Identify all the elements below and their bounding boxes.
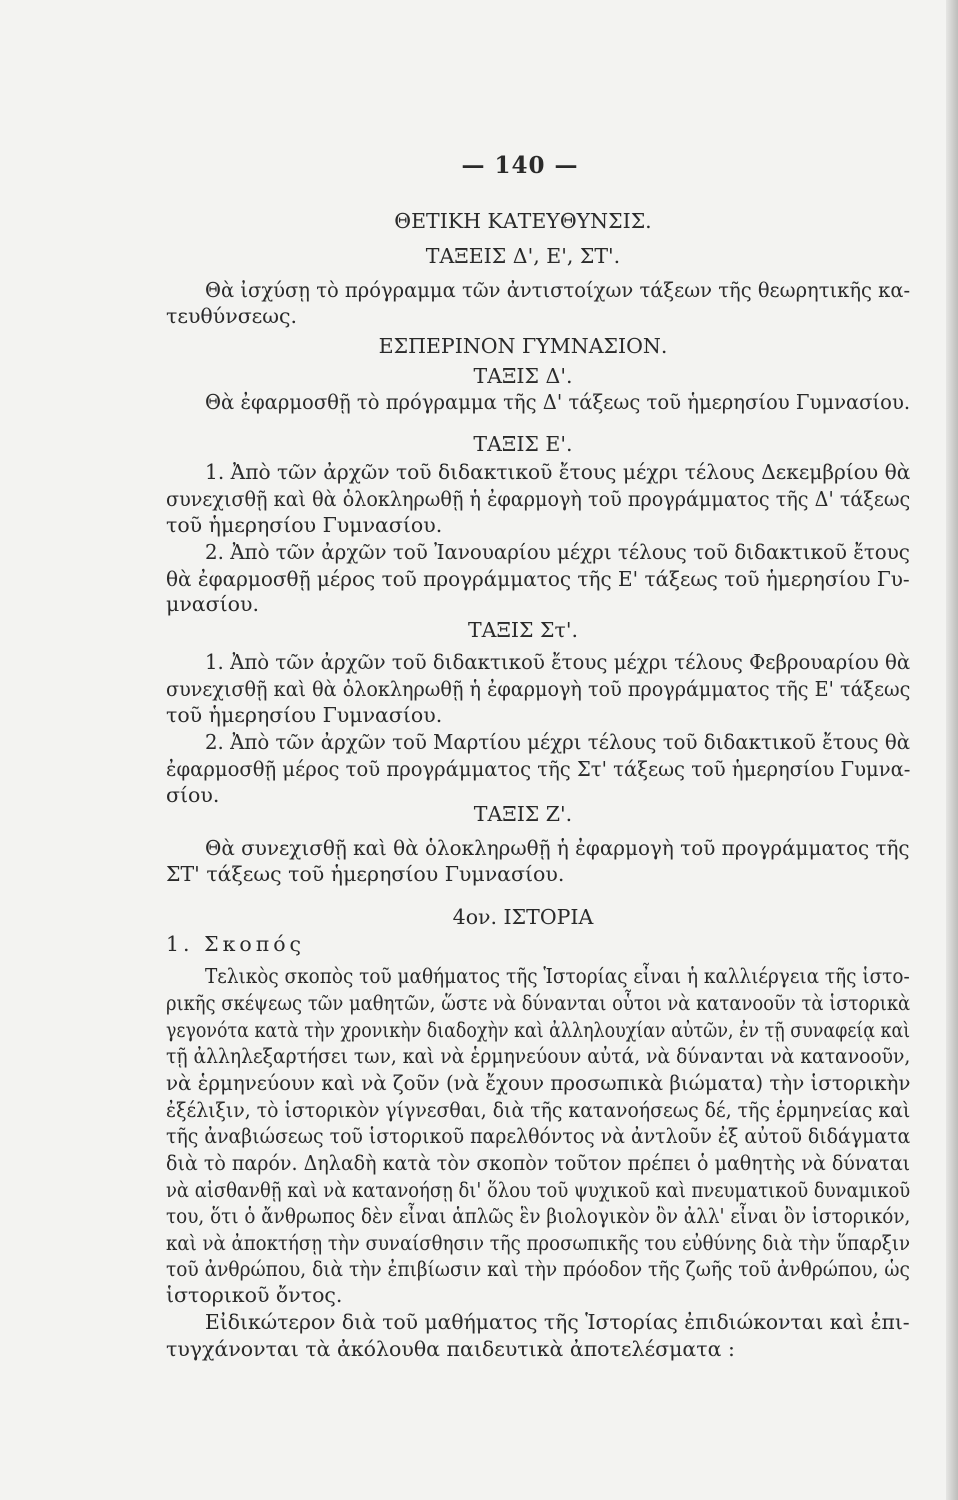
- text-line: τῇ ἀλληλεξαρτήσει των, καὶ νὰ ἑρμηνεύουν αὐτά, νὰ δύνανται νὰ κατανοοῦν,: [166, 1044, 911, 1068]
- heading-class-st: ΤΑΞΙΣ Στ'.: [468, 618, 578, 642]
- text-line: ἱστορικοῦ ὄντος.: [166, 1283, 343, 1307]
- text-line: του, ὅτι ὁ ἄνθρωπος δὲν εἶναι ἁπλῶς ἓν βιολογικὸν ὂν ἀλλ' εἶναι ὂν ἱστορικόν,: [166, 1204, 911, 1228]
- text-line: καὶ νὰ ἀποκτήσῃ τὴν συναίσθησιν τῆς προσωπικῆς του εὐθύνης διὰ τὴν ὕπαρξιν: [166, 1231, 911, 1255]
- text-line: τοῦ ἀνθρώπου, διὰ τὴν ἐπιβίωσιν καὶ τὴν πρόοδον τῆς ζωῆς τοῦ ἀνθρώπου, ὡς: [166, 1257, 910, 1281]
- text-line: Θὰ ἐφαρμοσθῇ τὸ πρόγραμμα τῆς Δ' τάξεως τοῦ ἡμερησίου Γυμνασίου.: [205, 390, 911, 414]
- heading-theoretical-direction: ΘΕΤΙΚΗ ΚΑΤΕΥΘΥΝΣΙΣ.: [394, 209, 652, 233]
- text-line: Εἰδικώτερον διὰ τοῦ μαθήματος τῆς Ἱστορίας ἐπιδιώκονται καὶ ἐπι-: [205, 1310, 910, 1334]
- text-line: συνεχισθῇ καὶ θὰ ὁλοκληρωθῇ ἡ ἐφαρμογὴ τοῦ προγράμματος τῆς Δ' τάξεως: [166, 487, 911, 511]
- section-heading-purpose: 1. Σκοπός: [166, 932, 306, 956]
- text-line: τῆς ἀναβιώσεως τοῦ ἱστορικοῦ παρελθόντος νὰ ἀντλοῦν ἐξ αὐτοῦ διδάγματα: [166, 1124, 911, 1148]
- heading-classes: ΤΑΞΕΙΣ Δ', Ε', ΣΤ'.: [425, 244, 621, 268]
- heading-class-d: ΤΑΞΙΣ Δ'.: [473, 364, 573, 388]
- heading-class-e: ΤΑΞΙΣ Ε'.: [473, 432, 573, 456]
- text-line: διὰ τὸ παρόν. Δηλαδὴ κατὰ τὸν σκοπὸν τοῦτον πρέπει ὁ μαθητὴς νὰ δύναται: [166, 1151, 911, 1175]
- text-line: Τελικὸς σκοπὸς τοῦ μαθήματος τῆς Ἱστορίας εἶναι ἡ καλλιέργεια τῆς ἱστο-: [205, 964, 910, 988]
- heading-history: 4ον. ΙΣΤΟΡΙΑ: [452, 905, 594, 929]
- text-line: τοῦ ἡμερησίου Γυμνασίου.: [166, 513, 443, 537]
- text-line: 1. Ἀπὸ τῶν ἀρχῶν τοῦ διδακτικοῦ ἔτους μέχρι τέλους Δεκεμβρίου θὰ: [205, 460, 911, 484]
- text-line: ἐξέλιξιν, τὸ ἱστορικὸν γίγνεσθαι, διὰ τῆς κατανοήσεως δέ, τῆς ἑρμηνείας καὶ: [166, 1098, 911, 1122]
- text-line: νὰ ἑρμηνεύουν καὶ νὰ ζοῦν (νὰ ἔχουν προσωπικὰ βιώματα) τὴν ἱστορικὴν: [166, 1071, 911, 1095]
- text-line: 2. Ἀπὸ τῶν ἀρχῶν τοῦ Ἰανουαρίου μέχρι τέλους τοῦ διδακτικοῦ ἔτους: [205, 540, 910, 564]
- text-line: Θὰ συνεχισθῇ καὶ θὰ ὁλοκληρωθῇ ἡ ἐφαρμογὴ τοῦ προγράμματος τῆς: [205, 836, 910, 860]
- text-line: γεγονότα κατὰ τὴν χρονικὴν διαδοχὴν καὶ ἀλληλουχίαν αὐτῶν, ἐν τῇ συναφείᾳ καὶ: [166, 1018, 911, 1042]
- page-number: — 140 —: [461, 152, 579, 179]
- text-line: τοῦ ἡμερησίου Γυμνασίου.: [166, 703, 443, 727]
- text-line: 2. Ἀπὸ τῶν ἀρχῶν τοῦ Μαρτίου μέχρι τέλους τοῦ διδακτικοῦ ἔτους θὰ: [205, 730, 911, 754]
- heading-evening-gymnasium: ΕΣΠΕΡΙΝΟΝ ΓΥΜΝΑΣΙΟΝ.: [378, 334, 668, 358]
- text-line: νὰ αἰσθανθῇ καὶ νὰ κατανοήσῃ δι' ὅλου τοῦ ψυχικοῦ καὶ πνευματικοῦ δυναμικοῦ: [166, 1178, 911, 1202]
- text-line: ἐφαρμοσθῇ μέρος τοῦ προγράμματος τῆς Στ' τάξεως τοῦ ἡμερησίου Γυμνα-: [166, 757, 911, 781]
- text-line: τυγχάνονται τὰ ἀκόλουθα παιδευτικὰ ἀποτελέσματα :: [166, 1337, 735, 1361]
- text-line: σίου.: [166, 783, 220, 807]
- heading-class-z: ΤΑΞΙΣ Ζ'.: [473, 802, 573, 826]
- text-line: συνεχισθῇ καὶ θὰ ὁλοκληρωθῇ ἡ ἐφαρμογὴ τοῦ προγράμματος τῆς Ε' τάξεως: [166, 677, 911, 701]
- text-line: ΣΤ' τάξεως τοῦ ἡμερησίου Γυμνασίου.: [166, 862, 565, 886]
- text-line: ρικῆς σκέψεως τῶν μαθητῶν, ὥστε νὰ δύνανται οὗτοι νὰ κατανοοῦν τὰ ἱστορικὰ: [166, 991, 911, 1015]
- text-line: θὰ ἐφαρμοσθῇ μέρος τοῦ προγράμματος τῆς Ε' τάξεως τοῦ ἡμερησίου Γυ-: [166, 567, 910, 591]
- text-line: 1. Ἀπὸ τῶν ἀρχῶν τοῦ διδακτικοῦ ἔτους μέχρι τέλους Φεβρουαρίου θὰ: [205, 650, 911, 674]
- text-line: Θὰ ἰσχύσῃ τὸ πρόγραμμα τῶν ἀντιστοίχων τάξεων τῆς θεωρητικῆς κα-: [205, 278, 911, 302]
- text-line: μνασίου.: [166, 592, 259, 616]
- text-line: τευθύνσεως.: [166, 304, 298, 328]
